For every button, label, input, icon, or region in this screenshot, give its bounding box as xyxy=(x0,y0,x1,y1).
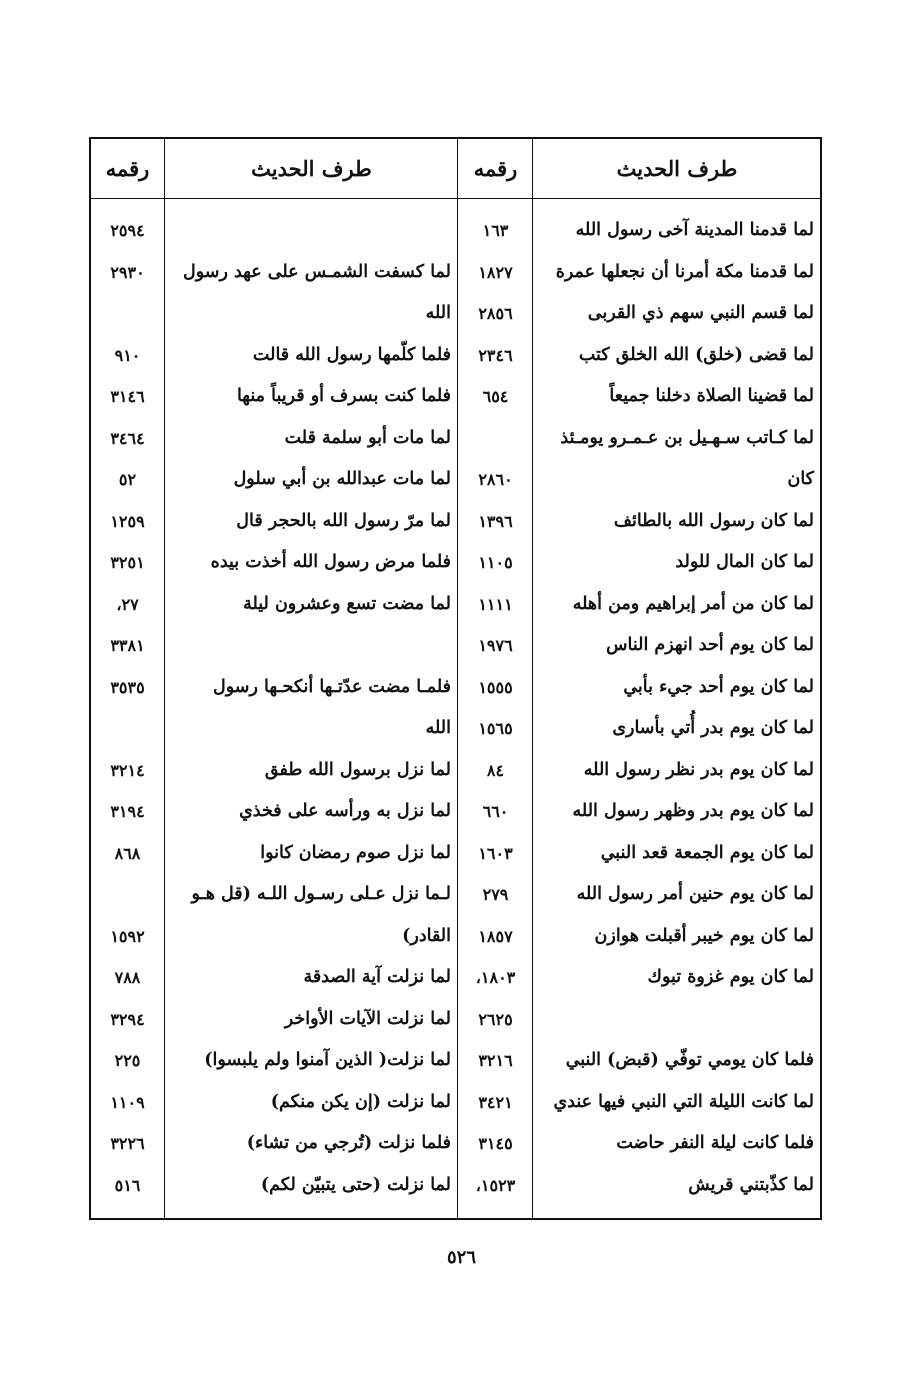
hadith-entry-number: ١٨٢٧ xyxy=(478,262,513,282)
hadith-entry-text: لما كانت الليلة التي النبي فيها عندي xyxy=(553,1091,814,1112)
hadith-entry-number: ١٦٣ xyxy=(482,221,509,240)
hadith-entry-text: لما نزلت آية الصدقة xyxy=(303,967,451,987)
hadith-entry-number: ١١٠٩ xyxy=(110,1092,145,1112)
hadith-entry-number: ٧٨٨ xyxy=(114,968,141,987)
hadith-entry-text: القادر) xyxy=(402,925,451,946)
hadith-entry-text: لما مات عبدالله بن أبي سلول xyxy=(233,469,451,489)
header-hadith-right: طرف الحديث xyxy=(616,156,738,181)
hadith-entry-number: ١٢٥٩ xyxy=(110,511,145,531)
hadith-entry-text: لما كان من أمر إبراهيم ومن أهله xyxy=(572,593,814,614)
hadith-entry-text: لما مات أبو سلمة قلت xyxy=(284,427,451,448)
hadith-entry-number: ٢٨٦٠ xyxy=(478,470,513,489)
hadith-entry-text: الله xyxy=(425,303,451,323)
hadith-entry-number xyxy=(91,874,164,916)
hadith-entry-number: ٦٥٤ xyxy=(482,387,509,406)
hadith-entry-text: لما مرّ رسول الله بالحجر قال xyxy=(236,510,451,531)
left-number-column xyxy=(91,210,164,1206)
divider-left-number xyxy=(164,139,165,1218)
hadith-entry-number: ٢٥٩٤ xyxy=(110,221,145,240)
hadith-entry-text: لما قسم النبي سهم ذي القربى xyxy=(587,303,814,323)
hadith-entry-text: لما كان يوم حنين أمر رسول الله xyxy=(576,884,814,904)
hadith-entry-number: ١٥٥٥ xyxy=(478,677,513,697)
hadith-entry-number xyxy=(91,293,164,335)
header-divider xyxy=(91,198,820,199)
hadith-entry-number: ٨٤ xyxy=(486,760,505,780)
hadith-entry-text: لما كان يوم بدر وظهر رسول الله xyxy=(572,801,814,821)
hadith-entry-text: لما نزلت (حتى يتبيّن لكم) xyxy=(260,1174,451,1195)
hadith-entry-number: ٥٢ xyxy=(118,470,137,489)
hadith-entry-text: لما كان يوم بدر أُتي بأسارى xyxy=(612,718,814,738)
hadith-entry-text: لما كان يوم الجمعة قعد النبي xyxy=(600,842,814,863)
page-number: ٥٢٦ xyxy=(446,1247,476,1268)
hadith-entry-text: لما نزل برسول الله طفق xyxy=(264,759,451,780)
hadith-entry-number: ٢٧، xyxy=(116,594,139,614)
hadith-entry-number: ٣٢٩٤ xyxy=(110,1009,145,1029)
hadith-entry-text: فلما كنت بسرف أو قريباً منها xyxy=(236,386,451,406)
hadith-entry-number: ٢٢٥ xyxy=(114,1051,141,1070)
hadith-entry-text: لما نزلت( الذين آمنوا ولم يلبسوا) xyxy=(204,1050,451,1070)
hadith-entry-text: لما كان يوم خيبر أقبلت هوازن xyxy=(594,925,814,946)
hadith-entry-number: ٣٢١٤ xyxy=(110,760,145,780)
hadith-entry-text: فلما كلّمها رسول الله قالت xyxy=(252,344,451,365)
hadith-entry-text: الله xyxy=(425,718,451,738)
hadith-entry-number: ١٣٩٦ xyxy=(478,511,513,531)
hadith-entry-text: فلما كانت ليلة النفر حاضت xyxy=(616,1133,814,1153)
header-number-right: رقمه xyxy=(473,156,518,181)
hadith-entry-number: ٣٤٢١ xyxy=(478,1092,513,1112)
hadith-entry-text xyxy=(166,210,457,252)
hadith-entry-number: ٢٦٢٥ xyxy=(478,1009,513,1029)
hadith-entry-text: فلما كان يومي توفّي (قبض) النبي xyxy=(565,1050,814,1070)
hadith-entry-text xyxy=(166,625,457,667)
hadith-entry-text: لما كذّبتني قريش xyxy=(688,1174,814,1195)
hadith-entry-text: لما قدمنا المدينة آخى رسول الله xyxy=(575,220,814,240)
hadith-entry-number: ٢٩٣٠ xyxy=(110,262,145,282)
hadith-entry-number: ١٩٧٦ xyxy=(478,636,513,655)
hadith-entry-number: ١١١١ xyxy=(478,594,513,614)
hadith-entry-text: لما كان يوم غزوة تبوك xyxy=(647,967,814,987)
hadith-entry-text: لما كان يوم أحد انهزم الناس xyxy=(606,635,814,655)
hadith-entry-number: ١١٠٥ xyxy=(478,553,513,572)
hadith-entry-number: ١٥٢٣، xyxy=(475,1175,516,1195)
hadith-entry-number: ١٥٦٥ xyxy=(478,719,513,738)
hadith-entry-number xyxy=(459,418,532,460)
hadith-entry-number: ٣٣٨١ xyxy=(110,636,145,655)
header-number-left: رقمه xyxy=(105,156,150,181)
hadith-entry-text: لما كـاتب سـهـيل بن عـمـرو يومـئذ xyxy=(560,427,814,448)
hadith-entry-text: لما قضى (خلق) الله الخلق كتب xyxy=(578,344,814,365)
hadith-entry-number: ٢٨٥٦ xyxy=(478,304,513,323)
hadith-entry-text: لما نزلت (إن يكن منكم) xyxy=(270,1091,451,1112)
hadith-entry-number: ٣٢١٦ xyxy=(478,1051,513,1070)
hadith-entry-text xyxy=(534,999,820,1041)
divider-right-number xyxy=(532,139,533,1218)
hadith-entry-number: ٣٤٦٤ xyxy=(110,428,145,448)
hadith-entry-number: ٩١٠ xyxy=(114,345,141,365)
hadith-entry-number: ٣١٩٤ xyxy=(110,802,145,821)
hadith-entry-number: ٣١٤٥ xyxy=(478,1134,513,1153)
hadith-entry-number: ١٥٩٢ xyxy=(110,926,145,946)
hadith-entry-number: ٣٢٢٦ xyxy=(110,1134,145,1153)
hadith-entry-text: لما كان يوم بدر نظر رسول الله xyxy=(583,759,814,780)
hadith-index-table xyxy=(89,137,822,1220)
hadith-entry-number: ٢٧٩ xyxy=(482,885,509,904)
hadith-entry-text: لـما نزل عـلى رسـول اللـه (قل هـو xyxy=(191,884,451,904)
hadith-entry-text: لما كان رسول الله بالطائف xyxy=(613,510,814,531)
header-hadith-left: طرف الحديث xyxy=(251,156,372,181)
hadith-entry-number: ٣٥٣٥ xyxy=(110,677,145,697)
hadith-entry-text: كان xyxy=(787,469,814,489)
left-hadith-column xyxy=(166,210,457,1206)
hadith-entry-text: فلما مرض رسول الله أخذت بيده xyxy=(210,552,451,572)
divider-center xyxy=(457,139,458,1218)
hadith-entry-text: فلما نزلت (تُرجي من تشاء) xyxy=(246,1133,451,1153)
hadith-entry-number: ٣١٤٦ xyxy=(110,387,145,406)
hadith-entry-text: لما مضت تسع وعشرون ليلة xyxy=(243,593,451,614)
hadith-entry-text: لما كسفت الشمـس على عهد رسول xyxy=(183,261,451,282)
hadith-entry-number: ١٦٠٣ xyxy=(478,843,513,863)
hadith-entry-text: لما كان يوم أحد جيء بأبي xyxy=(623,676,814,697)
hadith-entry-number: ٨٦٨ xyxy=(114,843,141,863)
hadith-entry-text: لما كان المال للولد xyxy=(675,552,814,572)
right-hadith-column xyxy=(534,210,820,1206)
right-number-column xyxy=(459,210,532,1206)
hadith-entry-number: ٢٣٤٦ xyxy=(478,345,513,365)
hadith-entry-text: لما قدمنا مكة أمرنا أن نجعلها عمرة xyxy=(555,261,814,282)
hadith-entry-number: ٥١٦ xyxy=(114,1175,141,1195)
hadith-entry-number: ١٨٠٣، xyxy=(475,968,516,987)
hadith-entry-text: لما نزل به ورأسه على فخذي xyxy=(239,801,451,821)
hadith-entry-text: لما نزل صوم رمضان كانوا xyxy=(260,842,451,863)
hadith-entry-text: لما قضينا الصلاة دخلنا جميعاً xyxy=(609,386,814,406)
hadith-entry-text: فلمـا مضت عدّتـها أنكحـها رسول xyxy=(213,676,451,697)
hadith-entry-number: ٣٢٥١ xyxy=(110,553,145,572)
hadith-entry-number xyxy=(91,708,164,750)
hadith-entry-number: ٦٦٠ xyxy=(482,802,509,821)
hadith-entry-number: ١٨٥٧ xyxy=(478,926,513,946)
hadith-entry-text: لما نزلت الآيات الأواخر xyxy=(284,1008,451,1029)
